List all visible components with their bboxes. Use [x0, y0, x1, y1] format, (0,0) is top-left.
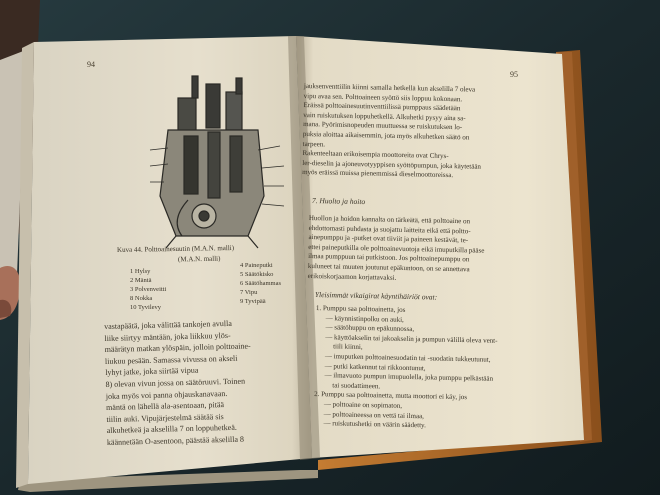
legend-item: 10 Tyvilevy — [130, 304, 162, 311]
list-line: — polttoaine on sopimaton, — [323, 400, 403, 410]
text-line: lyhyt jatke, joka siirtää vipua — [105, 366, 199, 378]
text-line: käännetään O-asentoon, päästää akselilla 8 — [106, 434, 245, 447]
left-body-text — [104, 317, 253, 448]
list-line: tiili kiinni, — [333, 342, 363, 352]
list-line: tai suodattimeen. — [332, 381, 381, 391]
list-line: — polttoaineessa on vettä tai ilmaa, — [323, 409, 425, 420]
text-line: vipu avaa sen. Polttoaineen syöttö siis loppuu kokonaan. — [303, 91, 463, 103]
right-body-mid — [308, 214, 485, 285]
text-line: tiilin auki. Vipujärjestelmä säätää sis — [106, 411, 224, 424]
list-line: — imuputken polttoainesuodatin tai -suodatin tukkeutunut, — [324, 352, 491, 364]
text-line: alkuhetkeä ja akselilla 7 on loppuhetkeä. — [106, 423, 237, 436]
right-page-number: 95 — [510, 70, 518, 79]
list-line: — putki katkennut tai rikkoontunut, — [324, 361, 426, 372]
text-line: myös eräissä muissa pienemmissä dieselmoottoreissa. — [302, 168, 454, 180]
legend-item: 6 Säätöhammas — [240, 280, 281, 287]
section-heading: 7. Huolto ja hoito — [311, 196, 366, 207]
list-line: — ilmavuoto pumpun imupuolella, joka pumppu pelkästään — [324, 371, 494, 383]
figure-caption-model: (M.A.N. malli) — [177, 254, 221, 264]
text-line: Eräissä polttoainesuutinventtiilissä pumppaus säädetään — [303, 101, 461, 113]
text-line: ilmaa pumppuun tai putkistoon. Jos polttoainepumppu on — [308, 252, 470, 264]
text-line: määrätyn matkan ylöspäin, jolloin polttoaine- — [104, 341, 251, 355]
text-line: kuluneet tai muuten joutunut epäkuntoon, on se annettava — [307, 261, 470, 274]
text-line: erikoiskorjaamon korjattavaksi. — [307, 271, 397, 282]
text-line: ler-dieselin ja ajoneuvotyyppisen syöttöpumpun, joka käytetään — [302, 158, 482, 171]
text-line: ainepumppu ja -putket ovat tiiviit ja paineen kestävät, te- — [308, 233, 469, 245]
legend-item: 7 Vipu — [240, 289, 258, 296]
text-line: liukuu pesään. Samassa vivussa on akseli — [104, 353, 238, 366]
list-line: — säätöhuppu on epäkunnossa, — [325, 323, 415, 334]
figure-caption: Kuva 44. Polttoainesuutin (M.A.N. malli) — [116, 243, 235, 255]
list-line: 2. Pumppu saa polttoainetta, mutta moottori ei käy, jos — [314, 390, 468, 402]
text-line: vastapäätä, joka välittää tankojen avulla — [104, 318, 232, 331]
legend-item: 4 Paineputki — [240, 262, 273, 269]
right-list — [313, 304, 498, 433]
left-page-number: 94 — [87, 60, 95, 69]
list-line: — käyttöakselin tai jakoakselin ja pumpun välillä oleva vent- — [325, 332, 498, 345]
text-line: ehdottomasti puhdasta ja suojattu laitteita eikä että poltto- — [308, 223, 471, 235]
text-line: vain ruiskutuksen loppuhetkellä. Alkuhetki pysyy aina sa- — [303, 110, 466, 123]
list-line: — ruiskutushetki on väärin säädetty. — [323, 419, 426, 430]
text-line: joka myös voi panna ohjauskanavaan. — [105, 388, 228, 401]
text-line: puksia aloittaa aikaisemmin, jota myös alkuhetken säätö on — [302, 129, 470, 142]
text-line: Rakenteeltaan erikoisempia moottoreita ovat Chrys- — [302, 149, 449, 161]
text-line: 8) olevan vivun jossa on säätöruuvi. Toinen — [105, 376, 246, 389]
text-line: tarpeen. — [302, 139, 326, 149]
legend-item: 5 Säätökisko — [240, 271, 274, 278]
legend-item: 8 Nokka — [130, 295, 153, 302]
list-line: 1. Pumppu saa polttoainetta, jos — [315, 304, 406, 314]
text-line: ettei paineputkilla ole polttoainevuotoja eikä imuputkilla pääse — [308, 242, 485, 255]
legend-item: 2 Mäntä — [130, 277, 152, 284]
text-line: jauksenventtiilin kiinni samalla hetkellä kun akselilla 7 oleva — [303, 82, 476, 94]
text-line: mana. Pyörimisnopeuden muuttuessa se ruiskutuksen lo- — [303, 120, 463, 132]
text-line: Huollon ja hoidon kannalta on tärkeätä, että polttoaine on — [308, 214, 471, 226]
legend-item: 1 Hylsy — [130, 268, 151, 275]
legend-item: 3 Polvenveitti — [130, 286, 167, 293]
list-heading: Yleisimmät vikaigirat käyntihäiriöt ovat: — [314, 290, 438, 302]
list-line: — käynnistinpolku on auki, — [325, 313, 404, 324]
legend-item: 9 Tyvipää — [240, 298, 266, 305]
text-line: mäntä on lähellä ala-asentoaan, pitää — [106, 400, 225, 413]
text-line: liike siirtyy mäntään, joka liikkuu ylös- — [104, 330, 231, 343]
right-body-top — [302, 82, 483, 182]
